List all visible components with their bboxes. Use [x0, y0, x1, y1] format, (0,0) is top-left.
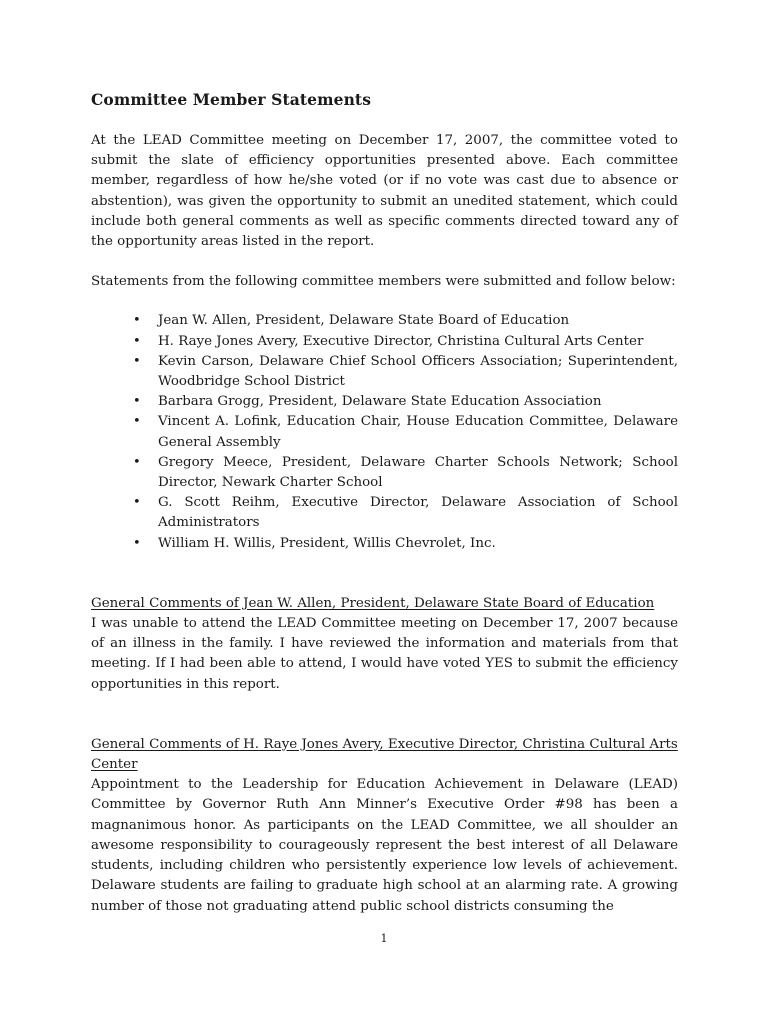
- section-avery: [91, 735, 678, 917]
- bullet-icon: •: [133, 414, 141, 430]
- intro-paragraph: At the LEAD Committee meeting on December 17, 2007, the committee voted to submit the slate of efficiency opportunities presented above. Each committee member, regardless of how he/she voted (or if no vote was cast due to absence or abstention), was given the opportunity to submit an unedited statement, which could include both general comments as well as specific comments directed toward any of the opportunity areas listed in the report.: [91, 133, 678, 250]
- bullet-icon: •: [133, 495, 141, 511]
- member-text: H. Raye Jones Avery, Executive Director, Christina Cultural Arts Center: [158, 333, 644, 349]
- bullet-icon: •: [133, 353, 141, 369]
- member-list: [91, 311, 678, 553]
- list-item: [91, 392, 678, 412]
- section-allen: [91, 594, 678, 695]
- section-body: I was unable to attend the LEAD Committee meeting on December 17, 2007 because of an illness in the family. I have reviewed the information and materials from that meeting. If I had been able to attend, I would have voted YES to submit the efficiency opportunities in this report.: [91, 616, 678, 692]
- member-text: Kevin Carson, Delaware Chief School Officers Association; Superintendent, Woodbridge School District: [158, 353, 678, 390]
- member-text: Barbara Grogg, President, Delaware State Education Association: [158, 394, 602, 410]
- list-item: [91, 534, 678, 554]
- bullet-icon: •: [133, 535, 141, 551]
- bullet-icon: •: [133, 313, 141, 329]
- section-heading: General Comments of Jean W. Allen, President, Delaware State Board of Education: [91, 595, 655, 611]
- member-text: Vincent A. Lofink, Education Chair, House Education Committee, Delaware General Assembly: [158, 414, 678, 450]
- list-item: [91, 352, 678, 392]
- bullet-icon: •: [133, 333, 141, 349]
- member-text: William H. Willis, President, Willis Chevrolet, Inc.: [158, 535, 496, 551]
- page-number: 1: [380, 932, 388, 945]
- page-content: [91, 90, 678, 957]
- member-text: Gregory Meece, President, Delaware Charter Schools Network; School Director, Newark Charter School: [158, 454, 678, 491]
- page-title: Committee Member Statements: [91, 90, 372, 109]
- section-heading: General Comments of H. Raye Jones Avery, Executive Director, Christina Cultural Arts Center: [91, 736, 678, 773]
- bullet-icon: •: [133, 454, 141, 470]
- list-item: [91, 412, 678, 452]
- bullet-icon: •: [133, 394, 141, 410]
- section-body: Appointment to the Leadership for Education Achievement in Delaware (LEAD) Committee by Governor Ruth Ann Minner’s Executive Order #98 has been a magnanimous honor. As participants on the LEAD Committee, we all shoulder an awesome responsibility to courageously represent the best interest of all Delaware students, including children who persistently experience low levels of achievement. Delaware students are failing to graduate high school at an alarming rate. A growing number of those not graduating attend public school districts consuming the: [91, 777, 678, 914]
- list-item: [91, 453, 678, 493]
- list-item: [91, 493, 678, 533]
- list-item: [91, 311, 678, 331]
- list-item: [91, 332, 678, 352]
- member-text: Jean W. Allen, President, Delaware State Board of Education: [158, 313, 570, 329]
- members-lead-in: Statements from the following committee members were submitted and follow below:: [91, 274, 676, 290]
- member-text: G. Scott Reihm, Executive Director, Delaware Association of School Administrators: [158, 495, 678, 531]
